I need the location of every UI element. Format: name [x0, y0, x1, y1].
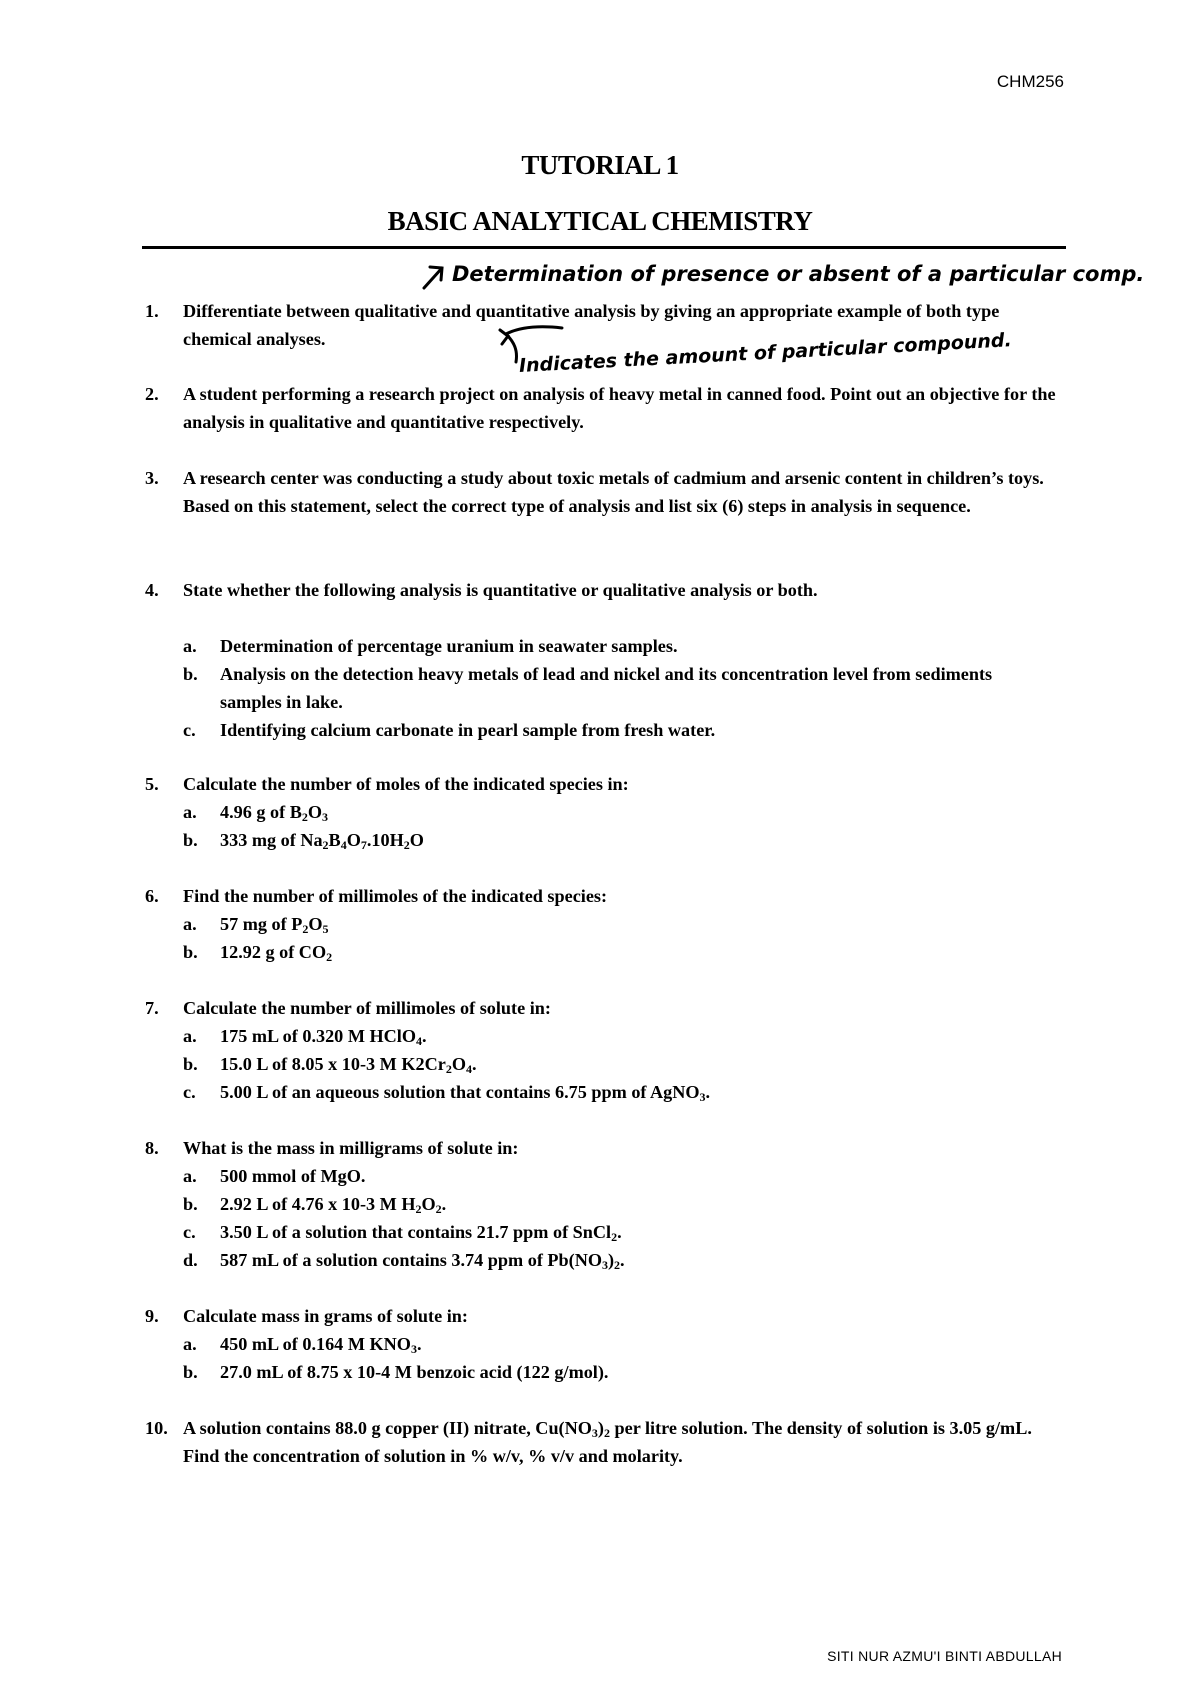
subscript: 2 [614, 1258, 621, 1272]
subscript: 4 [465, 1062, 472, 1076]
question-number: 8. [145, 1138, 159, 1158]
formula-text: O [307, 802, 322, 822]
sub-item [183, 660, 1000, 716]
subscript: 2 [302, 922, 309, 936]
question-number: 1. [145, 301, 159, 321]
sub-item [183, 1078, 1065, 1106]
subscript: 3 [591, 1426, 598, 1440]
sub-item-label: a. [183, 802, 197, 822]
question-3 [145, 464, 1065, 520]
sub-item-label: a. [183, 914, 197, 934]
formula-text: O [308, 914, 323, 934]
question-text: Find the number of millimoles of the indicated species: [183, 886, 608, 906]
sub-item-label: b. [183, 664, 198, 684]
formula-text: . [422, 1026, 427, 1046]
formula-text: 5.00 L of an aqueous solution that contains 6.75 ppm of AgNO [220, 1082, 700, 1102]
question-10 [145, 1414, 1065, 1470]
sub-item-label: a. [183, 1334, 197, 1354]
question-text [183, 1414, 1063, 1470]
question-text: State whether the following analysis is quantitative or qualitative analysis or both. [183, 580, 818, 600]
subscript: 3 [699, 1090, 706, 1104]
question-text: Calculate mass in grams of solute in: [183, 1306, 468, 1326]
formula-text: 3.50 L of a solution that contains 21.7 ppm of SnCl [220, 1222, 612, 1242]
course-code: CHM256 [996, 72, 1064, 91]
question-2 [145, 380, 1065, 436]
sub-item-label: b. [183, 1194, 198, 1214]
sub-item-label: a. [183, 1026, 197, 1046]
formula-text: 12.92 g of CO [220, 942, 327, 962]
formula-text: B [328, 830, 341, 850]
question-1 [145, 297, 1065, 353]
question-number: 7. [145, 998, 159, 1018]
sub-item-label: a. [183, 1166, 197, 1186]
formula-text: .10H [366, 830, 404, 850]
question-text: Calculate the number of millimoles of solute in: [183, 998, 551, 1018]
formula-text: . [471, 1054, 477, 1074]
subscript: 3 [322, 810, 328, 824]
sub-item [183, 632, 1065, 660]
question-text: Differentiate between qualitative and quantitative analysis by giving an appropriate example of both type chemical analyses. [183, 301, 1000, 349]
formula-text: 500 mmol of MgO. [220, 1166, 366, 1186]
sub-item-label: b. [183, 1362, 198, 1382]
subscript: 2 [322, 838, 329, 852]
sub-item-text: Identifying calcium carbonate in pearl sample from fresh water. [220, 720, 716, 740]
formula-text: 175 mL of 0.320 M HClO [220, 1026, 417, 1046]
sub-item [183, 938, 1065, 966]
question-text-part: per litre solution. The density of solution is 3.05 g/mL. Find the concentration of solution in % w/v, % v/v and molarity. [183, 1418, 1032, 1466]
subscript: 4 [340, 838, 347, 852]
sub-item [183, 1162, 1065, 1190]
subscript: 7 [360, 838, 367, 852]
question-text: A student performing a research project on analysis of heavy metal in canned food. Point out an objective for the analysis in qualitative and quantitative respectively. [183, 384, 1056, 432]
subscript: 5 [322, 922, 329, 936]
question-9 [145, 1302, 1065, 1386]
subscript: 2 [403, 838, 410, 852]
handwritten-note-qualitative: Determination of presence or absent of a particular comp. [452, 262, 1145, 286]
subscript: 3 [601, 1258, 608, 1272]
formula-text: . [620, 1250, 625, 1270]
formula-text: . [617, 1222, 622, 1242]
sub-item-label: d. [183, 1250, 198, 1270]
formula-text: O [346, 830, 361, 850]
question-text-part: A solution contains 88.0 g copper (II) nitrate, Cu(NO [183, 1418, 592, 1438]
formula-text: O [421, 1194, 436, 1214]
question-text: What is the mass in milligrams of solute in: [183, 1138, 519, 1158]
subscript: 2 [445, 1062, 452, 1076]
sub-item [183, 1358, 1065, 1386]
question-text: Calculate the number of moles of the indicated species in: [183, 774, 629, 794]
sub-item [183, 1022, 1065, 1050]
title-underline [142, 246, 1066, 249]
formula-text: 4.96 g of B [220, 802, 302, 822]
question-8 [145, 1134, 1065, 1274]
sub-item-text: Analysis on the detection heavy metals of lead and nickel and its concentration level from sediments samples in lake. [220, 664, 993, 712]
sub-item-label: c. [183, 1082, 196, 1102]
question-number: 3. [145, 468, 159, 488]
question-number: 4. [145, 580, 159, 600]
sub-item [183, 1330, 1065, 1358]
arrow-up-right-icon [420, 262, 448, 292]
author-footer: SITI NUR AZMU'I BINTI ABDULLAH [827, 1648, 1062, 1664]
subscript: 2 [301, 810, 308, 824]
formula-text: 587 mL of a solution contains 3.74 ppm of Pb(NO [220, 1250, 602, 1270]
handwritten-note-quantitative: Indicates the amount of particular compound. [518, 329, 1013, 377]
subscript: 2 [603, 1426, 610, 1440]
sub-item-label: c. [183, 1222, 196, 1242]
question-text-part: ) [597, 1418, 604, 1438]
formula-text: 333 mg of Na [220, 830, 323, 850]
question-text: A research center was conducting a study about toxic metals of cadmium and arsenic content in children’s toys. Based on this statement, select the correct type of analysis and list six (6) steps in analysis in sequence. [183, 468, 1044, 516]
question-6 [145, 882, 1065, 966]
question-5 [145, 770, 1065, 854]
sub-item-label: b. [183, 1054, 198, 1074]
subscript: 3 [410, 1342, 417, 1356]
subscript: 2 [435, 1202, 442, 1216]
sub-item-label: c. [183, 720, 196, 740]
question-number: 6. [145, 886, 159, 906]
sub-item [183, 1050, 1065, 1078]
formula-text: ) [607, 1250, 615, 1270]
formula-text: . [416, 1334, 422, 1354]
sub-item-label: a. [183, 636, 197, 656]
formula-text: 2.92 L of 4.76 x 10-3 M H [220, 1194, 416, 1214]
formula-text: . [705, 1082, 711, 1102]
question-4 [145, 576, 1065, 744]
formula-text: 15.0 L of 8.05 x 10-3 M K2Cr [220, 1054, 446, 1074]
question-number: 10. [145, 1418, 168, 1438]
subscript: 2 [415, 1202, 422, 1216]
formula-text: 57 mg of P [220, 914, 303, 934]
sub-item [183, 798, 1065, 826]
sub-item-label: b. [183, 942, 198, 962]
sub-item-label: b. [183, 830, 198, 850]
sub-item-text: Determination of percentage uranium in seawater samples. [220, 636, 678, 656]
sub-item [183, 1246, 1065, 1274]
sub-item [183, 910, 1065, 938]
formula-text: 450 mL of 0.164 M KNO [220, 1334, 411, 1354]
subscript: 4 [416, 1034, 423, 1048]
formula-text: O [409, 830, 424, 850]
sub-item [183, 1218, 1065, 1246]
subscript: 2 [611, 1230, 618, 1244]
sub-item [183, 716, 1065, 744]
sub-item [183, 826, 1065, 854]
tutorial-title: TUTORIAL 1 [521, 150, 679, 180]
sub-item [183, 1190, 1065, 1218]
formula-text: . [441, 1194, 447, 1214]
question-number: 9. [145, 1306, 159, 1326]
formula-text: 27.0 mL of 8.75 x 10-4 M benzoic acid (122 g/mol). [220, 1362, 609, 1382]
question-7 [145, 994, 1065, 1106]
tutorial-subtitle: BASIC ANALYTICAL CHEMISTRY [387, 206, 813, 236]
subscript: 2 [326, 950, 333, 964]
question-number: 5. [145, 774, 159, 794]
formula-text: O [451, 1054, 466, 1074]
question-number: 2. [145, 384, 159, 404]
